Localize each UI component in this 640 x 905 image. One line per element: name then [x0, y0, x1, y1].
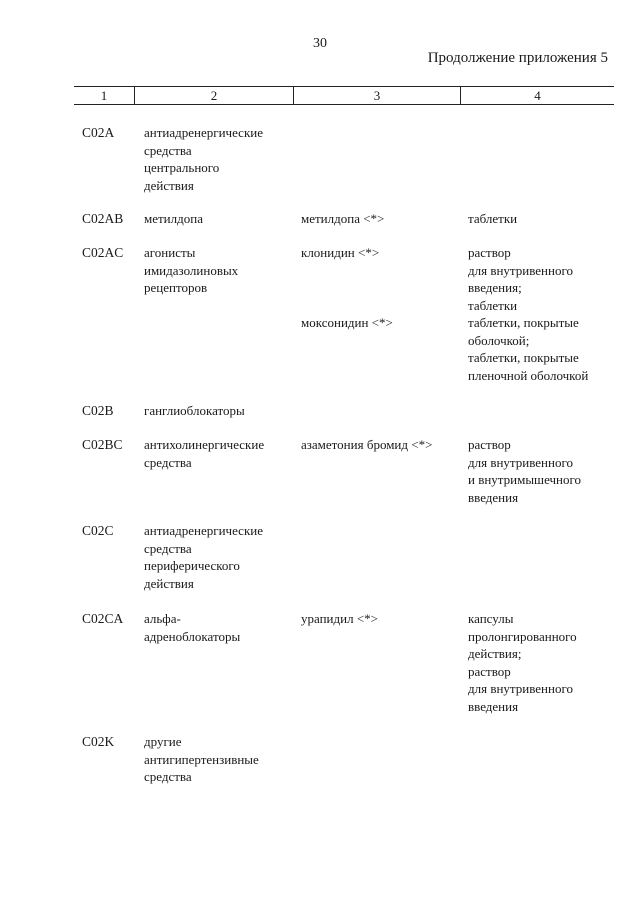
table-header	[74, 86, 614, 105]
drug-substance-cell	[301, 314, 466, 332]
pharmacological-group-cell	[144, 522, 294, 592]
continuation-title: Продолжение приложения 5	[427, 50, 608, 66]
pharmacological-group: антиадренергические	[144, 125, 263, 140]
atc-code-cell	[82, 210, 142, 228]
atc-code: C02AB	[82, 211, 124, 226]
pharmacological-group: имидазолиновых	[144, 262, 239, 278]
dosage-form: пролонгированного	[468, 628, 577, 644]
pharmacological-group: другие	[144, 734, 182, 749]
header-col-2: 2	[210, 88, 218, 103]
dosage-form: таблетки, покрытые	[468, 315, 579, 330]
drug-substance: моксонидин <*>	[301, 315, 393, 330]
pharmacological-group: действия	[144, 177, 194, 193]
pharmacological-group-cell	[144, 402, 294, 420]
header-col-4: 4	[534, 88, 541, 103]
pharmacological-group: антигипертензивные	[144, 751, 259, 767]
dosage-form-cell	[468, 436, 628, 506]
page-number: 30	[313, 36, 327, 51]
pharmacological-group: центрального	[144, 160, 220, 175]
pharmacological-group-cell	[144, 124, 294, 194]
dosage-form: раствор	[468, 437, 511, 452]
pharmacological-group: адреноблокаторы	[144, 628, 241, 644]
pharmacological-group-cell	[144, 610, 294, 645]
dosage-form: и внутримышечного	[468, 472, 582, 487]
dosage-form: таблетки	[468, 211, 518, 226]
atc-code-cell	[82, 244, 142, 262]
pharmacological-group: ганглиоблокаторы	[144, 403, 245, 418]
dosage-form: введения	[468, 489, 519, 505]
pharmacological-group: альфа-	[144, 611, 181, 626]
dosage-form: раствор	[468, 663, 511, 679]
dosage-form: таблетки, покрытые	[468, 350, 579, 365]
drug-substance: азаметония бромид <*>	[301, 437, 433, 452]
dosage-form: таблетки	[468, 297, 518, 313]
atc-code-cell	[82, 402, 142, 420]
dosage-form-cell	[468, 314, 628, 384]
header-col-3: 3	[373, 88, 381, 103]
pharmacological-group: средства	[144, 142, 192, 158]
drug-substance-cell	[301, 244, 466, 262]
dosage-form: действия;	[468, 646, 522, 661]
pharmacological-group-cell	[144, 436, 294, 471]
drug-substance: метилдопа <*>	[301, 211, 385, 226]
atc-code-cell	[82, 610, 142, 628]
dosage-form-cell	[468, 244, 628, 314]
drug-substance: урапидил <*>	[301, 611, 378, 626]
pharmacological-group: средства	[144, 769, 192, 784]
pharmacological-group: агонисты	[144, 245, 196, 260]
dosage-form: введения	[468, 698, 519, 714]
drug-substance-cell	[301, 436, 466, 454]
drug-substance: клонидин <*>	[301, 245, 380, 260]
atc-code: C02C	[82, 523, 114, 538]
dosage-form-cell	[468, 610, 628, 715]
dosage-form: для внутривенного	[468, 454, 573, 470]
pharmacological-group: рецепторов	[144, 280, 208, 295]
dosage-form: оболочкой;	[468, 332, 530, 348]
atc-code: C02BC	[82, 437, 123, 452]
dosage-form: раствор	[468, 245, 511, 260]
atc-code: C02K	[82, 734, 115, 749]
dosage-form-cell	[468, 210, 628, 228]
pharmacological-group: антихолинергические	[144, 437, 265, 452]
pharmacological-group: средства	[144, 454, 192, 470]
drug-substance-cell	[301, 210, 466, 228]
atc-code: C02CA	[82, 611, 124, 626]
atc-code-cell	[82, 733, 142, 751]
atc-code-cell	[82, 436, 142, 454]
pharmacological-group-cell	[144, 244, 294, 297]
atc-code: C02B	[82, 403, 114, 418]
pharmacological-group: периферического	[144, 558, 240, 573]
drug-substance-cell	[301, 610, 466, 628]
pharmacological-group: метилдопа	[144, 211, 203, 226]
pharmacological-group: средства	[144, 540, 192, 556]
atc-code-cell	[82, 522, 142, 540]
pharmacological-group-cell	[144, 210, 294, 228]
pharmacological-group: антиадренергические	[144, 523, 263, 538]
dosage-form: пленочной оболочкой	[468, 367, 589, 383]
header-col-1: 1	[100, 88, 108, 103]
pharmacological-group-cell	[144, 733, 294, 786]
dosage-form: для внутривенного	[468, 681, 573, 696]
atc-code: C02A	[82, 125, 115, 140]
atc-code: C02AC	[82, 245, 124, 260]
dosage-form: капсулы	[468, 611, 514, 626]
atc-code-cell	[82, 124, 142, 142]
dosage-form: для внутривенного	[468, 262, 573, 278]
pharmacological-group: действия	[144, 575, 194, 591]
dosage-form: введения;	[468, 280, 522, 295]
